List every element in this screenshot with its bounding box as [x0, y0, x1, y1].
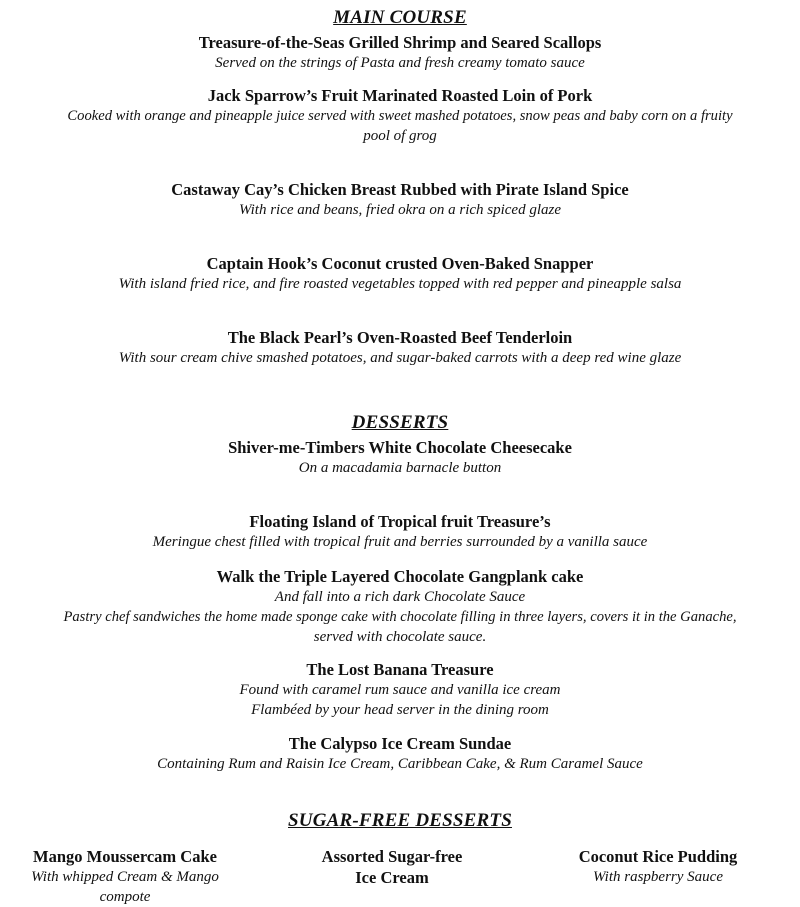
dish-name: Jack Sparrow’s Fruit Marinated Roasted Loin of Pork: [207, 86, 593, 105]
dish-description: With sour cream chive smashed potatoes, and sugar-baked carrots with a deep red wine glaze: [118, 350, 682, 366]
dish-shrimp-scallops: [0, 32, 800, 73]
dish-description: With whipped Cream & Mango: [31, 869, 219, 885]
dish-name: The Black Pearl’s Oven-Roasted Beef Tenderloin: [227, 328, 573, 347]
dish-description: Pastry chef sandwiches the home made sponge cake with chocolate filling in three layers, covers it in the Ganache,: [63, 609, 737, 625]
dish-description: Found with caramel rum sauce and vanilla ice cream: [239, 682, 561, 698]
dish-chicken-breast: [0, 179, 800, 220]
dish-name: Ice Cream: [355, 868, 429, 887]
dish-name: Treasure-of-the-Seas Grilled Shrimp and Seared Scallops: [198, 33, 602, 52]
dish-description: pool of grog: [363, 128, 437, 144]
dish-description: served with chocolate sauce.: [313, 629, 487, 645]
dish-mango-cake: [5, 846, 245, 907]
dish-description: And fall into a rich dark Chocolate Sauce: [274, 589, 526, 605]
dish-beef-tenderloin: [0, 327, 800, 368]
dish-name: Castaway Cay’s Chicken Breast Rubbed with Pirate Island Spice: [171, 180, 629, 199]
dish-description: Containing Rum and Raisin Ice Cream, Caribbean Cake, & Rum Caramel Sauce: [157, 756, 643, 772]
dish-description: On a macadamia barnacle button: [298, 460, 502, 476]
dish-banana-treasure: [0, 659, 800, 720]
dish-description: Cooked with orange and pineapple juice served with sweet mashed potatoes, snow peas and baby corn on a fruity: [67, 108, 733, 124]
desserts-heading: DESSERTS: [351, 412, 449, 433]
dish-description: With rice and beans, fried okra on a rich spiced glaze: [238, 202, 562, 218]
dish-floating-island: [0, 511, 800, 552]
dish-description: Meringue chest filled with tropical fruit and berries surrounded by a vanilla sauce: [152, 534, 648, 550]
dish-name: The Lost Banana Treasure: [306, 660, 494, 679]
dish-name: Floating Island of Tropical fruit Treasure’s: [249, 512, 551, 531]
dish-description: With island fried rice, and fire roasted vegetables topped with red pepper and pineapple salsa: [118, 276, 682, 292]
dish-name: The Calypso Ice Cream Sundae: [288, 734, 512, 753]
dish-description: With raspberry Sauce: [593, 869, 723, 885]
main-course-heading: MAIN COURSE: [333, 7, 467, 28]
dish-name: Shiver-me-Timbers White Chocolate Cheesecake: [228, 438, 572, 457]
dish-name: Walk the Triple Layered Chocolate Gangplank cake: [216, 567, 584, 586]
dish-description: compote: [99, 889, 151, 905]
dish-name: Captain Hook’s Coconut crusted Oven-Baked Snapper: [206, 254, 594, 273]
dish-name: Coconut Rice Pudding: [578, 847, 738, 866]
dish-gangplank-cake: [0, 566, 800, 647]
dish-sugar-free-ice-cream: [272, 846, 512, 888]
sugar-free-heading: SUGAR-FREE DESSERTS: [288, 810, 512, 831]
dish-ice-cream-sundae: [0, 733, 800, 774]
dish-name: Assorted Sugar-free: [321, 847, 463, 866]
dish-description: Flambéed by your head server in the dining room: [251, 702, 549, 718]
dish-cheesecake: [0, 437, 800, 478]
dish-name: Mango Moussercam Cake: [33, 847, 217, 866]
dish-snapper: [0, 253, 800, 294]
dish-description: Served on the strings of Pasta and fresh creamy tomato sauce: [215, 55, 585, 71]
dish-coconut-rice-pudding: [538, 846, 778, 887]
dish-pork-loin: [0, 85, 800, 146]
